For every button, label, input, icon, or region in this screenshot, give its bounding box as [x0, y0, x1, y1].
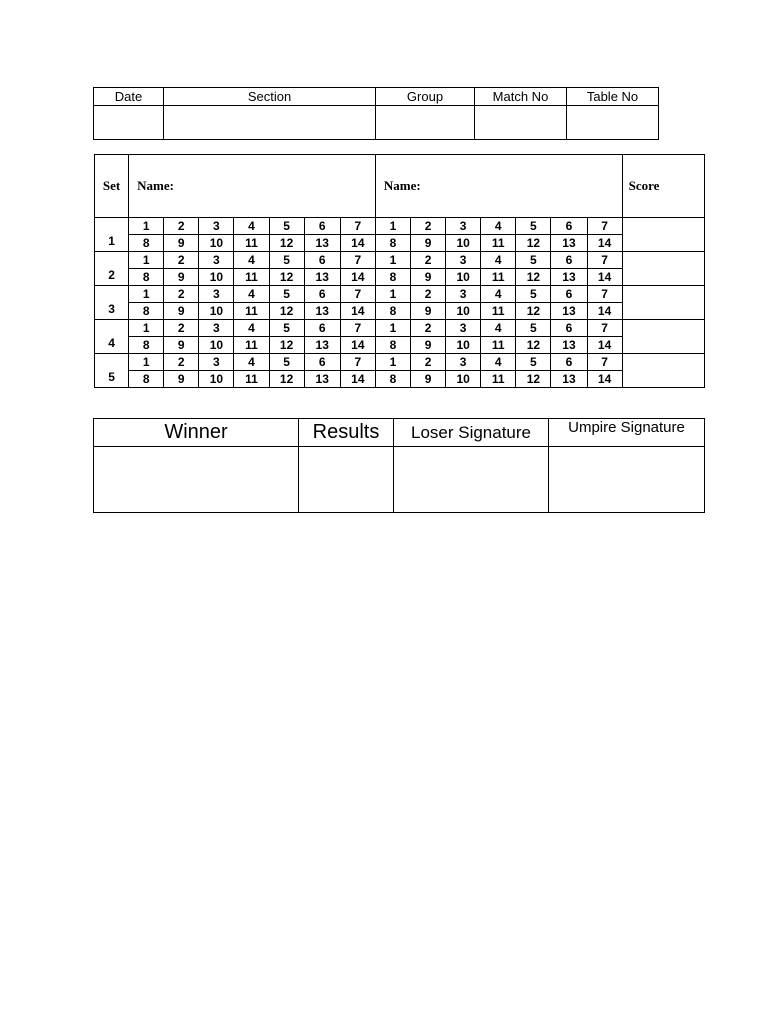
point-box-player-2[interactable]: 14 — [587, 337, 622, 354]
player-1-name-field[interactable] — [129, 155, 376, 218]
point-box-player-2[interactable]: 11 — [481, 337, 516, 354]
point-box-player-2[interactable]: 12 — [516, 269, 551, 286]
point-box-player-2[interactable]: 4 — [481, 320, 516, 337]
point-box-player-2[interactable]: 13 — [551, 235, 587, 252]
set-header: Set — [95, 155, 129, 218]
point-box-player-2[interactable]: 4 — [481, 252, 516, 269]
match-info-header-row — [94, 88, 659, 106]
point-box-player-1[interactable]: 4 — [234, 320, 269, 337]
point-box-player-2[interactable]: 4 — [481, 218, 516, 235]
point-box-player-1[interactable]: 4 — [234, 252, 269, 269]
point-box-player-1[interactable]: 11 — [234, 303, 269, 320]
point-box-player-2[interactable]: 10 — [446, 303, 481, 320]
point-box-player-1[interactable]: 8 — [129, 303, 164, 320]
point-box-player-1[interactable]: 10 — [199, 235, 234, 252]
set-row-top — [95, 218, 705, 235]
point-box-player-1[interactable]: 13 — [304, 371, 340, 388]
point-box-player-1[interactable]: 1 — [129, 252, 164, 269]
point-box-player-2[interactable]: 7 — [587, 320, 622, 337]
player-2-name-label: Name: — [383, 178, 421, 193]
point-box-player-1[interactable]: 14 — [340, 337, 375, 354]
point-box-player-1[interactable]: 5 — [269, 354, 304, 371]
point-box-player-1[interactable]: 11 — [234, 235, 269, 252]
point-box-player-2[interactable]: 5 — [516, 320, 551, 337]
point-box-player-1[interactable]: 11 — [234, 337, 269, 354]
umpire-signature-field[interactable] — [549, 447, 705, 513]
match-info-entry-row — [94, 106, 659, 140]
point-box-player-2[interactable]: 5 — [516, 286, 551, 303]
point-box-player-1[interactable]: 8 — [129, 337, 164, 354]
point-box-player-2[interactable]: 1 — [375, 218, 410, 235]
point-box-player-2[interactable]: 9 — [410, 303, 445, 320]
point-box-player-1[interactable]: 8 — [129, 235, 164, 252]
match-info-table — [93, 87, 659, 140]
point-box-player-1[interactable]: 11 — [234, 269, 269, 286]
point-box-player-1[interactable]: 14 — [340, 303, 375, 320]
point-box-player-1[interactable]: 5 — [269, 320, 304, 337]
point-box-player-1[interactable]: 12 — [269, 235, 304, 252]
point-box-player-1[interactable]: 10 — [199, 269, 234, 286]
point-box-player-2[interactable]: 8 — [375, 303, 410, 320]
point-box-player-2[interactable]: 10 — [446, 371, 481, 388]
point-box-player-1[interactable]: 3 — [199, 320, 234, 337]
point-box-player-1[interactable]: 7 — [340, 354, 375, 371]
date-field[interactable] — [94, 106, 164, 140]
point-box-player-1[interactable]: 10 — [199, 337, 234, 354]
player-2-name-field[interactable] — [375, 155, 622, 218]
point-box-player-1[interactable]: 2 — [164, 354, 199, 371]
score-header-row — [95, 155, 705, 218]
point-box-player-2[interactable]: 13 — [551, 337, 587, 354]
point-box-player-1[interactable]: 9 — [164, 269, 199, 286]
point-box-player-1[interactable]: 2 — [164, 252, 199, 269]
set-score-field[interactable] — [622, 354, 704, 388]
point-box-player-2[interactable]: 9 — [410, 371, 445, 388]
point-box-player-1[interactable]: 1 — [129, 218, 164, 235]
point-box-player-1[interactable]: 3 — [199, 218, 234, 235]
point-box-player-1[interactable]: 14 — [340, 269, 375, 286]
point-box-player-1[interactable]: 3 — [199, 354, 234, 371]
point-box-player-2[interactable]: 2 — [410, 252, 445, 269]
point-box-player-1[interactable]: 12 — [269, 337, 304, 354]
point-box-player-2[interactable]: 13 — [551, 303, 587, 320]
result-entry-row — [94, 447, 705, 513]
set-score-field[interactable] — [622, 320, 704, 354]
point-box-player-1[interactable]: 5 — [269, 252, 304, 269]
set-number: 3 — [95, 286, 129, 320]
set-row-bottom — [95, 235, 705, 252]
point-box-player-2[interactable]: 11 — [481, 303, 516, 320]
set-number: 4 — [95, 320, 129, 354]
point-box-player-2[interactable]: 8 — [375, 337, 410, 354]
point-box-player-1[interactable]: 9 — [164, 337, 199, 354]
point-box-player-1[interactable]: 7 — [340, 218, 375, 235]
point-box-player-2[interactable]: 3 — [446, 286, 481, 303]
point-box-player-1[interactable]: 5 — [269, 286, 304, 303]
set-row-top — [95, 320, 705, 337]
winner-field[interactable] — [94, 447, 299, 513]
score-table — [94, 154, 705, 388]
point-box-player-2[interactable]: 7 — [587, 218, 622, 235]
point-box-player-2[interactable]: 10 — [446, 337, 481, 354]
point-box-player-2[interactable]: 12 — [516, 337, 551, 354]
point-box-player-1[interactable]: 13 — [304, 235, 340, 252]
point-box-player-1[interactable]: 13 — [304, 303, 340, 320]
set-row-bottom — [95, 303, 705, 320]
score-header: Score — [622, 155, 704, 218]
point-box-player-2[interactable]: 9 — [410, 269, 445, 286]
point-box-player-2[interactable]: 8 — [375, 269, 410, 286]
point-box-player-1[interactable]: 11 — [234, 371, 269, 388]
point-box-player-2[interactable]: 6 — [551, 218, 587, 235]
point-box-player-1[interactable]: 9 — [164, 303, 199, 320]
point-box-player-1[interactable]: 1 — [129, 354, 164, 371]
point-box-player-1[interactable]: 2 — [164, 218, 199, 235]
point-box-player-1[interactable]: 6 — [304, 218, 340, 235]
point-box-player-2[interactable]: 2 — [410, 218, 445, 235]
set-row-top — [95, 354, 705, 371]
point-box-player-2[interactable]: 5 — [516, 354, 551, 371]
point-box-player-1[interactable]: 3 — [199, 286, 234, 303]
point-box-player-1[interactable]: 12 — [269, 303, 304, 320]
point-box-player-2[interactable]: 4 — [481, 354, 516, 371]
point-box-player-2[interactable]: 14 — [587, 303, 622, 320]
point-box-player-1[interactable]: 2 — [164, 286, 199, 303]
point-box-player-2[interactable]: 6 — [551, 354, 587, 371]
point-box-player-1[interactable]: 7 — [340, 320, 375, 337]
group-field[interactable] — [376, 106, 475, 140]
point-box-player-2[interactable]: 9 — [410, 235, 445, 252]
point-box-player-2[interactable]: 1 — [375, 286, 410, 303]
point-box-player-1[interactable]: 8 — [129, 371, 164, 388]
point-box-player-2[interactable]: 1 — [375, 252, 410, 269]
point-box-player-2[interactable]: 11 — [481, 235, 516, 252]
loser-signature-field[interactable] — [394, 447, 549, 513]
point-box-player-1[interactable]: 2 — [164, 320, 199, 337]
point-box-player-2[interactable]: 3 — [446, 320, 481, 337]
point-box-player-2[interactable]: 3 — [446, 252, 481, 269]
point-box-player-1[interactable]: 6 — [304, 320, 340, 337]
point-box-player-2[interactable]: 11 — [481, 269, 516, 286]
point-box-player-2[interactable]: 13 — [551, 269, 587, 286]
match-no-field[interactable] — [475, 106, 567, 140]
set-score-field[interactable] — [622, 218, 704, 252]
point-box-player-1[interactable]: 1 — [129, 286, 164, 303]
group-header: Group — [376, 88, 475, 106]
winner-header: Winner — [94, 419, 299, 447]
point-box-player-2[interactable]: 12 — [516, 371, 551, 388]
point-box-player-2[interactable]: 12 — [516, 235, 551, 252]
point-box-player-1[interactable]: 12 — [269, 269, 304, 286]
set-number: 1 — [95, 218, 129, 252]
point-box-player-2[interactable]: 7 — [587, 286, 622, 303]
point-box-player-2[interactable]: 6 — [551, 320, 587, 337]
point-box-player-1[interactable]: 12 — [269, 371, 304, 388]
set-row-bottom — [95, 371, 705, 388]
point-box-player-2[interactable]: 1 — [375, 354, 410, 371]
point-box-player-2[interactable]: 1 — [375, 320, 410, 337]
section-header: Section — [164, 88, 376, 106]
results-header: Results — [299, 419, 394, 447]
match-no-header: Match No — [475, 88, 567, 106]
point-box-player-2[interactable]: 3 — [446, 218, 481, 235]
point-box-player-2[interactable]: 4 — [481, 286, 516, 303]
set-score-field[interactable] — [622, 252, 704, 286]
point-box-player-2[interactable]: 5 — [516, 218, 551, 235]
point-box-player-1[interactable]: 3 — [199, 252, 234, 269]
point-box-player-1[interactable]: 4 — [234, 354, 269, 371]
point-box-player-1[interactable]: 6 — [304, 354, 340, 371]
point-box-player-1[interactable]: 14 — [340, 235, 375, 252]
set-score-field[interactable] — [622, 286, 704, 320]
umpire-signature-header: Umpire Signature — [549, 419, 705, 447]
point-box-player-1[interactable]: 14 — [340, 371, 375, 388]
point-box-player-2[interactable]: 13 — [551, 371, 587, 388]
point-box-player-1[interactable]: 8 — [129, 269, 164, 286]
point-box-player-1[interactable]: 4 — [234, 218, 269, 235]
point-box-player-1[interactable]: 4 — [234, 286, 269, 303]
point-box-player-1[interactable]: 13 — [304, 269, 340, 286]
set-row-bottom — [95, 269, 705, 286]
point-box-player-2[interactable]: 2 — [410, 354, 445, 371]
result-table — [93, 418, 705, 513]
point-box-player-1[interactable]: 6 — [304, 286, 340, 303]
results-field[interactable] — [299, 447, 394, 513]
point-box-player-2[interactable]: 12 — [516, 303, 551, 320]
point-box-player-2[interactable]: 5 — [516, 252, 551, 269]
point-box-player-2[interactable]: 14 — [587, 269, 622, 286]
point-box-player-2[interactable]: 6 — [551, 286, 587, 303]
set-row-top — [95, 286, 705, 303]
point-box-player-1[interactable]: 7 — [340, 252, 375, 269]
date-header: Date — [94, 88, 164, 106]
point-box-player-2[interactable]: 8 — [375, 371, 410, 388]
point-box-player-2[interactable]: 10 — [446, 235, 481, 252]
point-box-player-1[interactable]: 7 — [340, 286, 375, 303]
point-box-player-1[interactable]: 9 — [164, 371, 199, 388]
point-box-player-2[interactable]: 2 — [410, 286, 445, 303]
point-box-player-2[interactable]: 10 — [446, 269, 481, 286]
point-box-player-2[interactable]: 14 — [587, 371, 622, 388]
table-no-field[interactable] — [567, 106, 659, 140]
set-number: 2 — [95, 252, 129, 286]
point-box-player-1[interactable]: 10 — [199, 371, 234, 388]
set-row-top — [95, 252, 705, 269]
point-box-player-2[interactable]: 2 — [410, 320, 445, 337]
point-box-player-1[interactable]: 13 — [304, 337, 340, 354]
table-no-header: Table No — [567, 88, 659, 106]
point-box-player-2[interactable]: 14 — [587, 235, 622, 252]
player-1-name-label: Name: — [137, 178, 174, 193]
point-box-player-2[interactable]: 8 — [375, 235, 410, 252]
set-row-bottom — [95, 337, 705, 354]
point-box-player-1[interactable]: 5 — [269, 218, 304, 235]
point-box-player-1[interactable]: 1 — [129, 320, 164, 337]
set-number: 5 — [95, 354, 129, 388]
point-box-player-2[interactable]: 7 — [587, 354, 622, 371]
section-field[interactable] — [164, 106, 376, 140]
point-box-player-1[interactable]: 9 — [164, 235, 199, 252]
point-box-player-1[interactable]: 10 — [199, 303, 234, 320]
point-box-player-2[interactable]: 7 — [587, 252, 622, 269]
point-box-player-2[interactable]: 3 — [446, 354, 481, 371]
loser-signature-header: Loser Signature — [394, 419, 549, 447]
result-header-row — [94, 419, 705, 447]
point-box-player-1[interactable]: 6 — [304, 252, 340, 269]
point-box-player-2[interactable]: 11 — [481, 371, 516, 388]
point-box-player-2[interactable]: 9 — [410, 337, 445, 354]
point-box-player-2[interactable]: 6 — [551, 252, 587, 269]
